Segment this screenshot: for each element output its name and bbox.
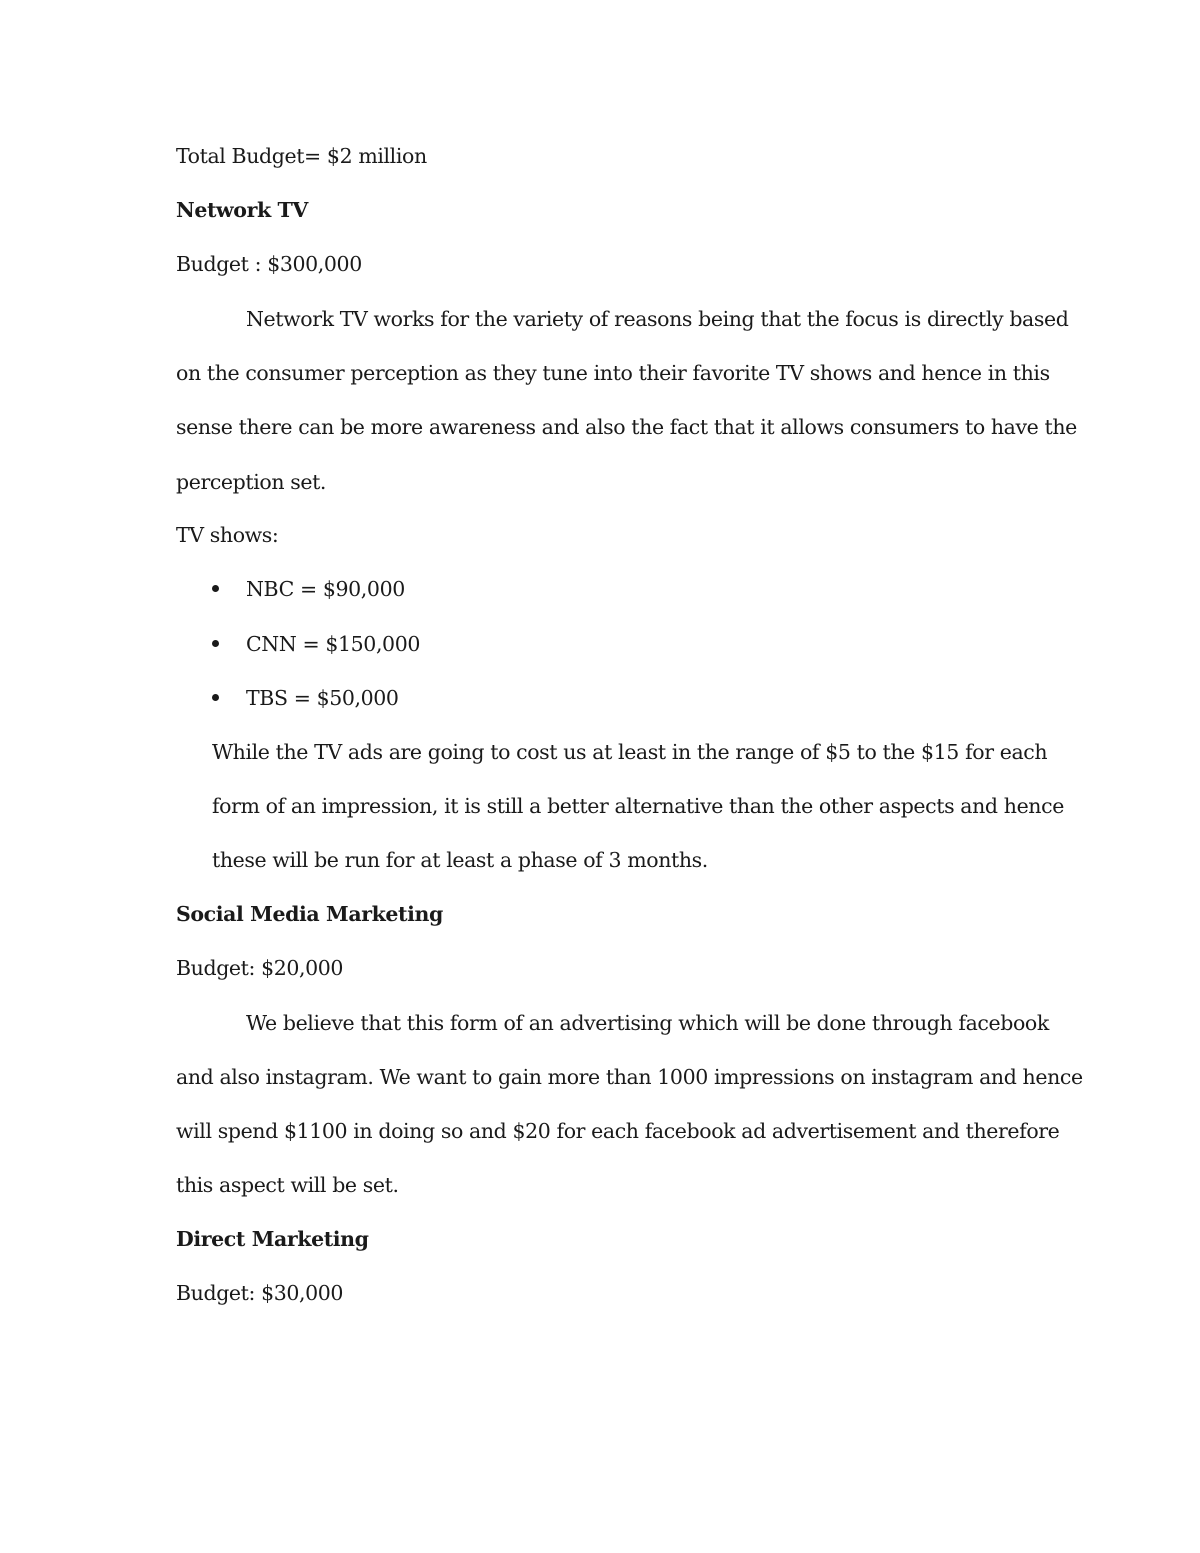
network-tv-budget: Budget : $300,000 bbox=[176, 252, 362, 276]
bullet-icon bbox=[212, 640, 219, 647]
social-media-paragraph-line: We believe that this form of an advertising which will be done through facebook bbox=[246, 1011, 1049, 1035]
social-media-paragraph-line: will spend $1100 in doing so and $20 for each facebook ad advertisement and therefore bbox=[176, 1119, 1060, 1143]
bullet-icon bbox=[212, 694, 219, 701]
network-tv-paragraph-line: sense there can be more awareness and also the fact that it allows consumers to have the bbox=[176, 415, 1077, 439]
list-item: CNN = $150,000 bbox=[246, 632, 420, 656]
tv-shows-label: TV shows: bbox=[176, 523, 279, 547]
social-media-budget: Budget: $20,000 bbox=[176, 956, 344, 980]
bullet-icon bbox=[212, 585, 219, 592]
tv-note-line: form of an impression, it is still a better alternative than the other aspects and hence bbox=[212, 794, 1064, 818]
direct-marketing-heading: Direct Marketing bbox=[176, 1227, 369, 1251]
tv-note-line: these will be run for at least a phase of 3 months. bbox=[212, 848, 708, 872]
social-media-paragraph-line: and also instagram. We want to gain more than 1000 impressions on instagram and hence bbox=[176, 1065, 1083, 1089]
list-item: NBC = $90,000 bbox=[246, 577, 405, 601]
social-media-heading: Social Media Marketing bbox=[176, 902, 443, 926]
network-tv-paragraph-line: Network TV works for the variety of reasons being that the focus is directly based bbox=[246, 307, 1069, 331]
total-budget: Total Budget= $2 million bbox=[176, 144, 427, 168]
network-tv-paragraph-line: perception set. bbox=[176, 470, 327, 494]
direct-marketing-budget: Budget: $30,000 bbox=[176, 1281, 344, 1305]
tv-note-line: While the TV ads are going to cost us at least in the range of $5 to the $15 for each bbox=[212, 740, 1048, 764]
social-media-paragraph-line: this aspect will be set. bbox=[176, 1173, 399, 1197]
network-tv-paragraph-line: on the consumer perception as they tune into their favorite TV shows and hence in this bbox=[176, 361, 1050, 385]
list-item: TBS = $50,000 bbox=[246, 686, 399, 710]
network-tv-heading: Network TV bbox=[176, 198, 308, 222]
